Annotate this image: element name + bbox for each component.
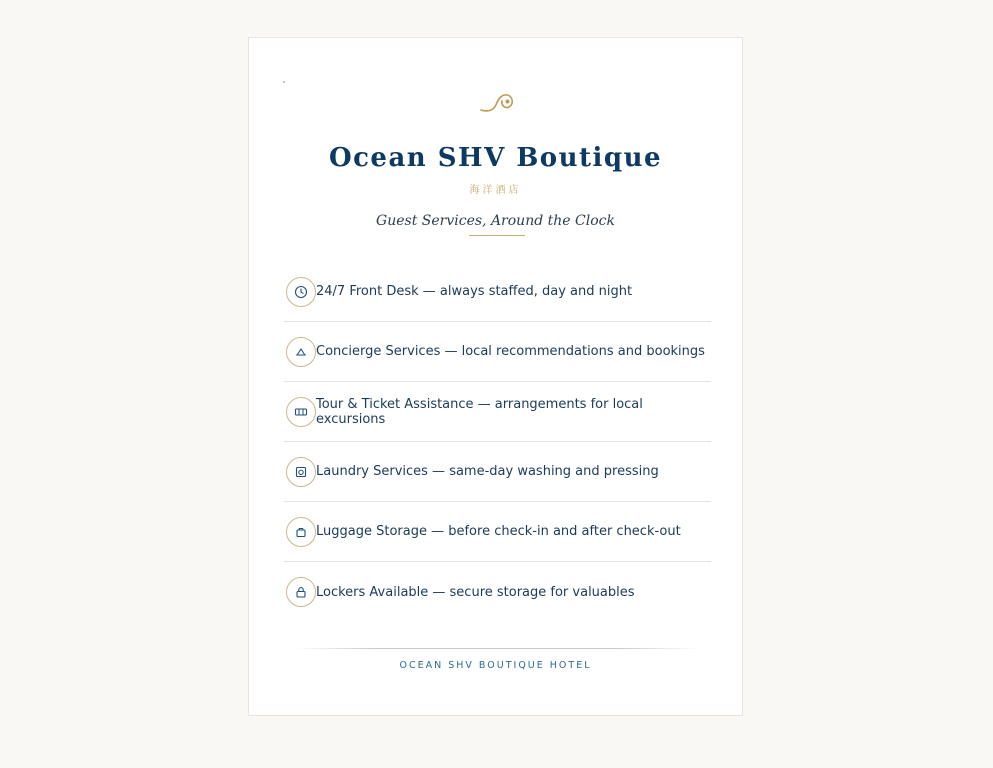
service-text: Luggage Storage — before check-in and after check-out: [316, 524, 681, 539]
service-text: Concierge Services — local recommendations and bookings: [316, 344, 705, 359]
clock-icon: [286, 277, 316, 307]
service-item-concierge: [284, 322, 711, 382]
service-item-laundry: [284, 442, 711, 502]
wave-logo-icon: [478, 86, 518, 116]
hotel-name-chinese: 海洋酒店: [469, 185, 522, 196]
service-text: 24/7 Front Desk — always staffed, day and night: [316, 284, 633, 299]
service-text: Laundry Services — same-day washing and pressing: [316, 464, 659, 479]
footer-divider: [294, 648, 699, 649]
footer-hotel-name: OCEAN SHV BOUTIQUE HOTEL: [399, 660, 592, 671]
service-text: Lockers Available — secure storage for valuables: [316, 584, 635, 600]
service-item-lockers: [284, 562, 711, 622]
hotel-name: Ocean SHV Boutique: [328, 143, 663, 173]
luggage-icon: [286, 517, 316, 547]
service-item-front-desk: [284, 262, 711, 322]
tagline-divider: [469, 235, 525, 236]
service-item-luggage: [284, 502, 711, 562]
concierge-bell-icon: [286, 337, 316, 367]
ticket-icon: [286, 397, 316, 427]
services-card: [248, 37, 743, 716]
service-text: Tour & Ticket Assistance — arrangements for local excursions: [316, 396, 643, 427]
lock-icon: [286, 577, 316, 607]
tagline: Guest Services, Around the Clock: [376, 213, 615, 229]
decorative-dot: [283, 81, 285, 83]
washing-machine-icon: [286, 457, 316, 487]
service-item-tour-ticket: [284, 382, 711, 442]
services-list: [284, 262, 711, 622]
